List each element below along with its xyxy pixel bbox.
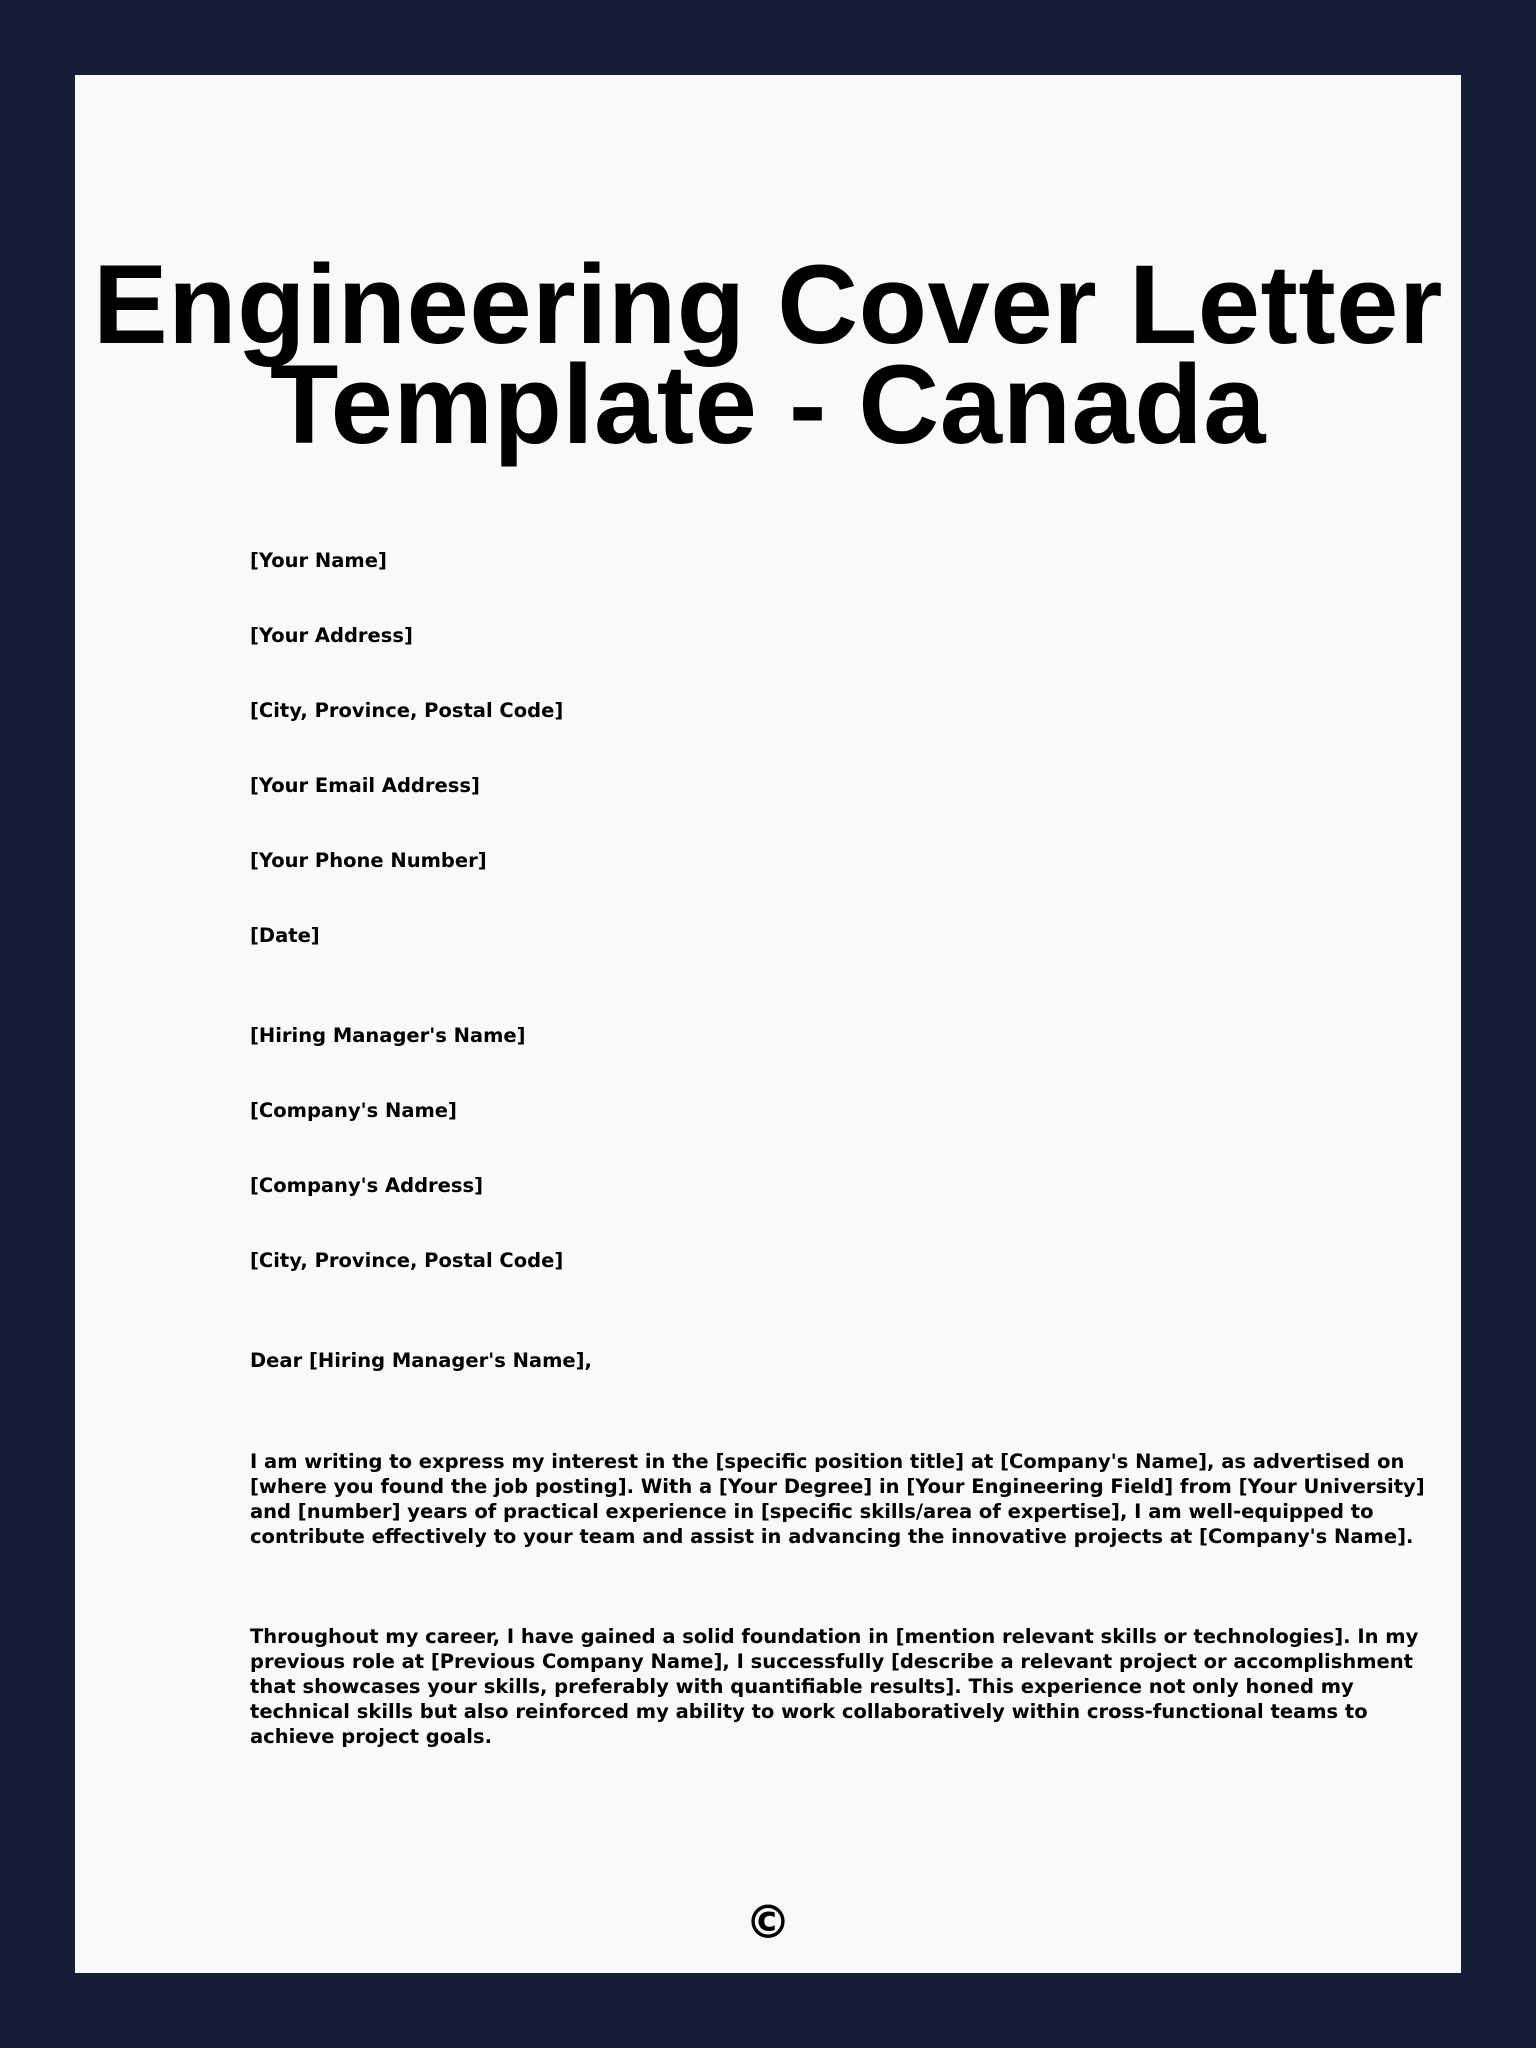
paragraph-1-line: I am writing to express my interest in the [specific position title] at [Company's Name], as advertised on bbox=[250, 1450, 1405, 1473]
sender-phone: [Your Phone Number] bbox=[250, 849, 487, 872]
sender-city: [City, Province, Postal Code] bbox=[250, 699, 564, 722]
paragraph-1-line: contribute effectively to your team and assist in advancing the innovative projects at [Company's Name]. bbox=[250, 1525, 1414, 1548]
document-page bbox=[75, 75, 1461, 1973]
recipient-name: [Hiring Manager's Name] bbox=[250, 1024, 526, 1047]
paragraph-1-line: [where you found the job posting]. With a [Your Degree] in [Your Engineering Field] from [Your University] bbox=[250, 1475, 1425, 1498]
title-line-1: Engineering Cover Letter bbox=[92, 242, 1444, 367]
sender-email: [Your Email Address] bbox=[250, 774, 480, 797]
sender-address: [Your Address] bbox=[250, 624, 413, 647]
paragraph-2-line: technical skills but also reinforced my ability to work collaboratively within cross-functional teams to bbox=[250, 1700, 1368, 1723]
paragraph-2-line: that showcases your skills, preferably with quantifiable results]. This experience not only honed my bbox=[250, 1675, 1354, 1698]
salutation: Dear [Hiring Manager's Name], bbox=[250, 1349, 592, 1372]
sender-name: [Your Name] bbox=[250, 549, 387, 572]
paragraph-1-line: and [number] years of practical experience in [specific skills/area of expertise], I am well-equipped to bbox=[250, 1500, 1374, 1523]
paragraph-1 bbox=[250, 1449, 1425, 1549]
recipient-city: [City, Province, Postal Code] bbox=[250, 1249, 564, 1272]
copyright-icon: © bbox=[745, 1895, 791, 1949]
recipient-company: [Company's Name] bbox=[250, 1099, 457, 1122]
page-title bbox=[75, 242, 1461, 467]
paragraph-2-line: Throughout my career, I have gained a solid foundation in [mention relevant skills or technologies]. In my bbox=[250, 1625, 1419, 1648]
letter-date: [Date] bbox=[250, 924, 320, 947]
paragraph-2 bbox=[250, 1624, 1419, 1749]
title-line-2: Template - Canada bbox=[270, 342, 1266, 467]
paragraph-2-line: previous role at [Previous Company Name], I successfully [describe a relevant project or accomplishment bbox=[250, 1650, 1413, 1673]
paragraph-2-line: achieve project goals. bbox=[250, 1725, 492, 1748]
recipient-address: [Company's Address] bbox=[250, 1174, 483, 1197]
